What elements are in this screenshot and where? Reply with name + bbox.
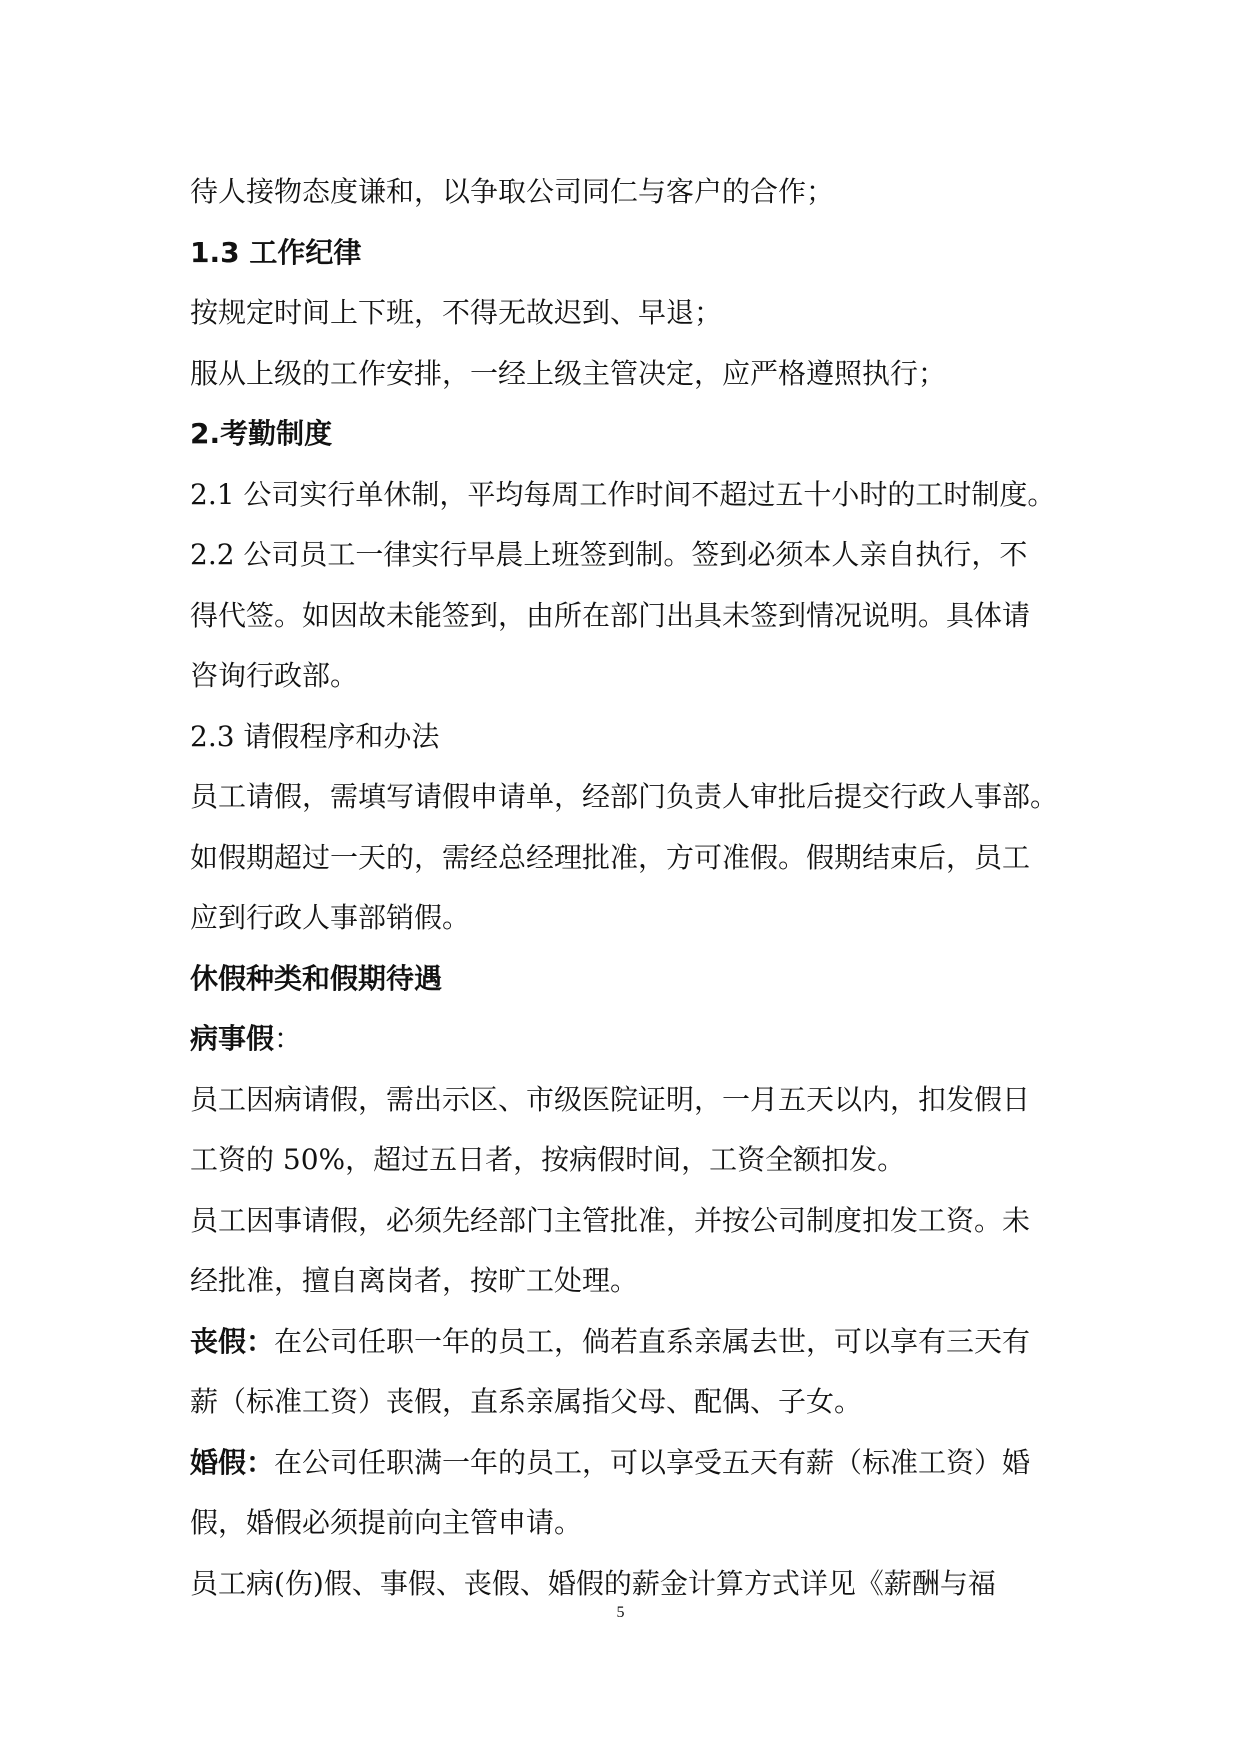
paragraph-line: 应到行政人事部销假。 xyxy=(190,901,471,934)
paragraph-line: 咨询行政部。 xyxy=(190,659,359,692)
document-body xyxy=(190,162,1060,1614)
paragraph-line: 工资的 50%，超过五日者，按病假时间，工资全额扣发。 xyxy=(190,1143,906,1176)
marriage-leave-text: 在公司任职满一年的员工，可以享受五天有薪（标准工资）婚 xyxy=(274,1445,1031,1479)
bereavement-leave-label: 丧假： xyxy=(190,1324,275,1358)
paragraph-line: 2.2 公司员工一律实行早晨上班签到制。签到必须本人亲自执行，不 xyxy=(190,538,1028,571)
sick-leave-label: 病事假 xyxy=(190,1022,275,1055)
section-heading-attendance: 2.考勤制度 xyxy=(190,417,333,450)
paragraph-line: 员工病(伤)假、事假、丧假、婚假的薪金计算方式详见《薪酬与福 xyxy=(190,1566,996,1600)
paragraph-line: 员工请假，需填写请假申请单，经部门负责人审批后提交行政人事部。 xyxy=(190,780,1059,813)
paragraph-line: 经批准，擅自离岗者，按旷工处理。 xyxy=(190,1264,639,1297)
sick-leave-colon: ： xyxy=(274,1022,303,1055)
paragraph-line: 薪（标准工资）丧假，直系亲属指父母、配偶、子女。 xyxy=(190,1385,863,1418)
paragraph-line: 如假期超过一天的，需经总经理批准，方可准假。假期结束后，员工 xyxy=(190,840,1031,874)
paragraph-line-bereavement xyxy=(190,1312,1060,1373)
paragraph-line: 2.1 公司实行单休制，平均每周工作时间不超过五十小时的工时制度。 xyxy=(190,477,1056,511)
paragraph-line: 假，婚假必须提前向主管申请。 xyxy=(190,1506,583,1539)
paragraph-line: 员工因事请假，必须先经部门主管批准，并按公司制度扣发工资。未 xyxy=(190,1203,1031,1237)
paragraph-line: 服从上级的工作安排，一经上级主管决定，应严格遵照执行； xyxy=(190,356,947,390)
paragraph-line: 员工因病请假，需出示区、市级医院证明，一月五天以内，扣发假日 xyxy=(190,1082,1031,1116)
section-heading-leave-types: 休假种类和假期待遇 xyxy=(190,961,443,995)
bereavement-leave-text: 在公司任职一年的员工，倘若直系亲属去世，可以享有三天有 xyxy=(274,1324,1031,1358)
section-heading-work-discipline: 1.3 工作纪律 xyxy=(190,235,362,269)
subsection-title-leave-procedure: 2.3 请假程序和办法 xyxy=(190,719,440,753)
paragraph-line: 按规定时间上下班，不得无故迟到、早退； xyxy=(190,296,723,329)
marriage-leave-label: 婚假： xyxy=(190,1445,275,1479)
paragraph-line-sick-leave-label xyxy=(190,1009,1060,1070)
paragraph-line-marriage xyxy=(190,1433,1060,1494)
paragraph-line: 待人接物态度谦和，以争取公司同仁与客户的合作； xyxy=(190,175,835,208)
page-number: 5 xyxy=(616,1604,625,1621)
paragraph-line: 得代签。如因故未能签到，由所在部门出具未签到情况说明。具体请 xyxy=(190,598,1031,632)
